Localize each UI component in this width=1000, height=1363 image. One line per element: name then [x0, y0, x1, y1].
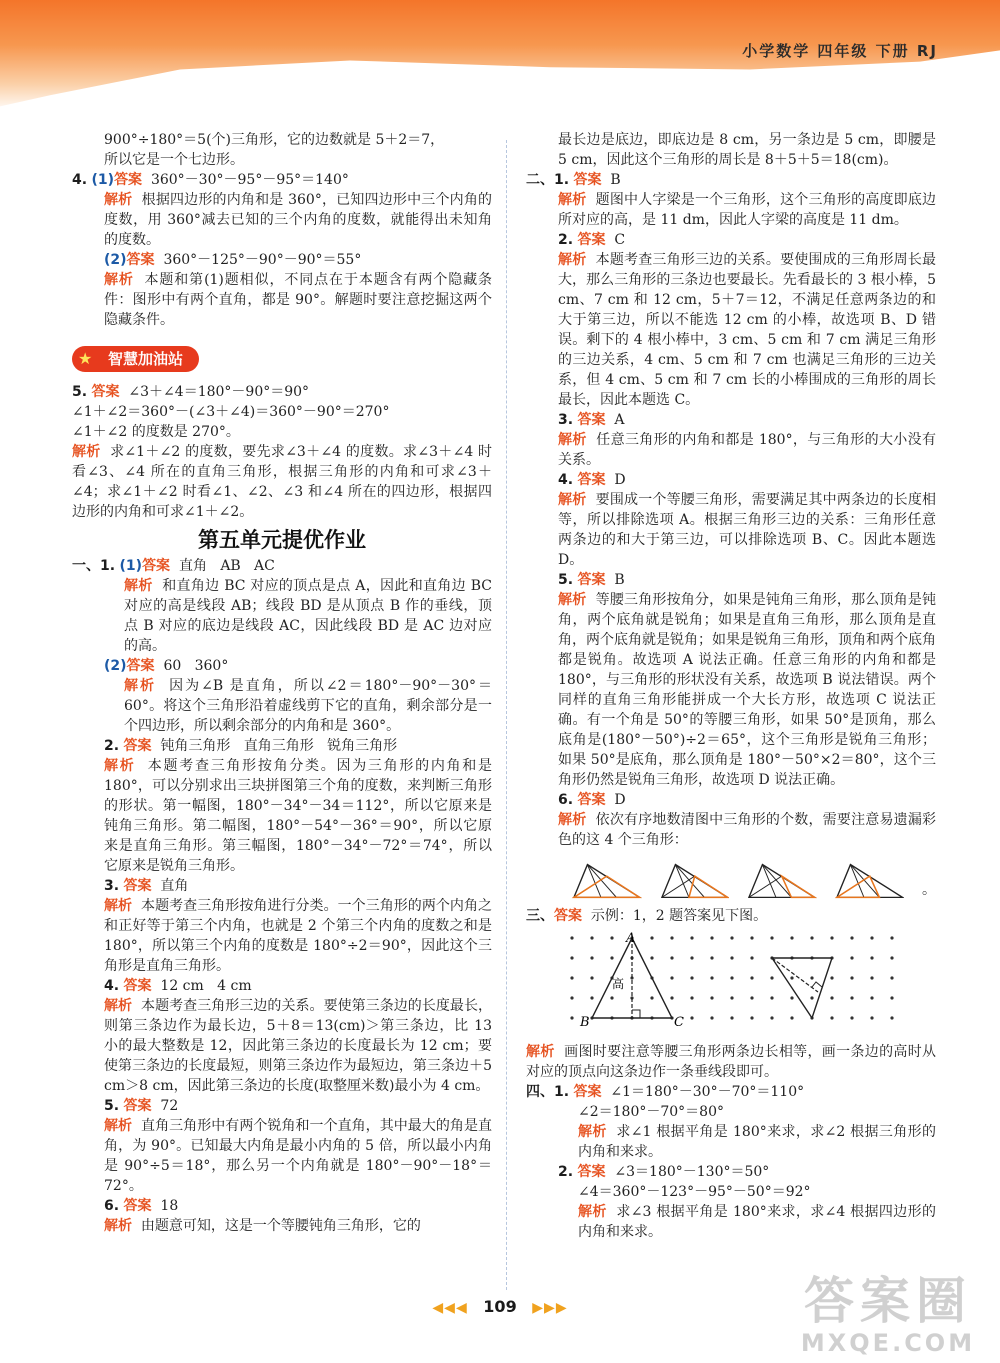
s6-analysis — [72, 1216, 492, 1236]
analysis-label: 解析 — [104, 758, 136, 774]
s2-answer — [72, 736, 492, 756]
analysis-label: 解析 — [578, 1124, 607, 1140]
answer-label: 答案 — [573, 1084, 602, 1100]
analysis-text: 因为∠B 是直角，所以∠2＝180°－90°－30°＝60°。将这个三角形沿着虚线剪下它的直角，剩余部分是一个四边形，所以剩余部分的内角和是 360°。 — [124, 678, 493, 734]
question-number: 4. — [558, 472, 574, 488]
e2-answer — [526, 230, 936, 250]
answer-label: 答案 — [577, 572, 606, 588]
answer-text: D — [605, 472, 626, 488]
question-number: 2. — [104, 738, 120, 754]
answer-text: A — [605, 412, 625, 428]
triangle-figure-1 — [572, 860, 642, 900]
q4-1-analysis — [72, 190, 492, 250]
analysis-label: 解析 — [558, 192, 587, 208]
e4-answer — [526, 470, 936, 490]
question-number: 二、1. — [526, 172, 570, 188]
s1-2-answer — [72, 656, 492, 676]
answer-text: ∠3＋∠4＝180°－90°＝90° — [119, 384, 310, 400]
answer-text: 360°－125°－90°－90°＝55° — [154, 252, 362, 268]
e3-analysis — [526, 430, 936, 470]
e5-analysis — [526, 590, 941, 790]
analysis-text: 本题和第(1)题相似，不同点在于本题含有两个隐藏条件：图形中有两个直角，都是 90°。解题时要注意挖掘这两个隐藏条件。 — [104, 272, 493, 328]
text-line: 最长边是底边，即底边是 8 cm，另一条边是 5 cm，即腰是 5 cm，因此这个三角形的周长是 8＋5＋5＝18(cm)。 — [558, 132, 941, 168]
page-number: 109 — [483, 1297, 517, 1316]
dot-grid-figure — [566, 932, 936, 1038]
analysis-label: 解析 — [558, 592, 587, 608]
analysis-text: 本题考查三角形三边的关系。要使围成的三角形周长最大，那么三角形的三条边也要最长。先看最长的 3 根小棒，5 cm、7 cm 和 12 cm，5＋7＝12，不满足任意两条边的和大于第三边，所以不能选 12 cm 的小棒，故选项 B、D 错误。剩下的 4 根小棒中，3 cm、5 cm 和 7 cm 满足三角形的三边关系，4 cm、5 cm 和 7 cm 也满足三角形的三边关系，但 4 cm、5 cm 和 7 cm 长的小棒围成的三角形的周长最长，因此本题选 C。 — [558, 252, 941, 408]
s4r1-analysis — [526, 1122, 936, 1162]
s5-analysis — [72, 1116, 492, 1196]
q5-analysis — [72, 442, 492, 522]
answer-text: C — [605, 232, 626, 248]
q4-1-answer — [72, 170, 492, 190]
e3-answer — [526, 410, 936, 430]
s4r1-answer — [526, 1082, 936, 1102]
question-number: 一、1. — [72, 558, 116, 574]
answer-label: 答案 — [577, 232, 606, 248]
unit-title: 第五单元提优作业 — [198, 528, 366, 552]
analysis-label: 解析 — [558, 432, 587, 448]
analysis-label: 解析 — [104, 272, 134, 288]
tips-badge — [72, 346, 199, 372]
label-b: B — [580, 1015, 590, 1030]
s3-answer — [72, 876, 492, 896]
s4-analysis — [72, 996, 497, 1096]
analysis-text: 求∠1＋∠2 的度数，要先求∠3＋∠4 的度数。求∠3＋∠4 时看∠3、∠4 所在的直角三角形，根据三角形的内角和可求∠3＋∠4；求∠1＋∠2 时看∠1、∠2、∠3 和∠4 所在的四边形，根据四边形的内角和可求∠1＋∠2。 — [72, 444, 492, 520]
sub-tag: (2) — [104, 252, 127, 268]
answer-text: ∠3＝180°－130°＝50° — [605, 1164, 770, 1180]
e1-answer — [526, 170, 936, 190]
analysis-label: 解析 — [558, 252, 587, 268]
figure-end-mark: 。 — [922, 882, 936, 898]
s4-answer — [72, 976, 492, 996]
question-number: 4. — [104, 978, 120, 994]
e6-analysis — [526, 810, 936, 850]
answer-text: 12 cm 4 cm — [151, 978, 252, 994]
dot-grid-svg — [566, 932, 896, 1032]
answer-text: B — [605, 572, 625, 588]
e6-answer — [526, 790, 936, 810]
triangle-figures — [572, 856, 936, 900]
analysis-label: 解析 — [104, 998, 133, 1014]
analysis-text: 任意三角形的内角和都是 180°，与三角形的大小没有关系。 — [558, 432, 936, 468]
tips-badge-label: 智慧加油站 — [108, 350, 184, 368]
answer-label: 答案 — [123, 978, 152, 994]
answer-label: 答案 — [114, 172, 143, 188]
sub-tag: (2) — [104, 658, 127, 674]
answer-text: 示例：1，2 题答案见下图。 — [582, 908, 768, 924]
question-number: 3. — [104, 878, 120, 894]
question-number: 5. — [72, 384, 88, 400]
analysis-label: 解析 — [578, 1204, 607, 1220]
answer-label: 答案 — [554, 908, 582, 924]
analysis-text: 根据四边形的内角和是 360°，已知四边形中三个内角的度数，用 360°减去已知的三个内角的度数，就能得出未知角的度数。 — [104, 192, 493, 248]
e4-analysis — [526, 490, 941, 570]
analysis-text: 题图中人字梁是一个三角形，这个三角形的高度即底边所对应的高，是 11 dm，因此人字梁的高度是 11 dm。 — [558, 192, 937, 228]
answer-text: 18 — [151, 1198, 179, 1214]
e5-answer — [526, 570, 936, 590]
answer-label: 答案 — [123, 1198, 152, 1214]
analysis-text: 本题考查三角形按角分类。因为三角形的内角和是 180°，可以分别求出三块拼图第三个角的度数，来判断三角形的形状。第一幅图，180°－34°－34＝112°，所以它原来是钝角三角形。第二幅图，180°－54°－36°＝90°，所以它原来是直角三角形。第三幅图，180°－34°－72°＝74°，所以它原来是锐角三角形。 — [104, 758, 497, 874]
answer-label: 答案 — [577, 412, 606, 428]
analysis-label: 解析 — [526, 1044, 555, 1060]
analysis-text: 等腰三角形按角分，如果是钝角三角形，那么顶角是钝角，两个底角就是锐角；如果是直角三角形，那么顶角是直角，两个底角就是锐角；如果是锐角三角形，顶角和两个底角都是锐角。故选项 A 说法正确。任意三角形的内角和都是 180°，与三角形的形状没有关系，故选项 B 说法错误。两个同样的直角三角形能拼成一个大长方形，故选项 C 说法正确。有一个角是 50°的等腰三角形，如果 50°是顶角，那么底角是(180°－50°)÷2＝65°，这个三角形是锐角三角形；如果 50°是底角，那么顶角是 180°－50°×2＝80°，这个三角形仍然是锐角三角形，故选项 D 说法正确。 — [558, 592, 941, 788]
right-column — [526, 130, 941, 1242]
height-drawing-answer — [772, 958, 832, 1018]
analysis-text: 由题意可知，这是一个等腰钝角三角形，它的 — [132, 1218, 421, 1234]
s6-answer — [72, 1196, 492, 1216]
answer-label: 答案 — [577, 792, 606, 808]
e2-analysis — [526, 250, 941, 410]
question-number: 4. — [72, 172, 88, 188]
question-number: 2. — [558, 232, 574, 248]
question-number: 2. — [558, 1164, 574, 1180]
answer-text: 72 — [151, 1098, 179, 1114]
triangle-figure-2 — [660, 860, 730, 900]
question-number: 5. — [104, 1098, 120, 1114]
q5-answer-line: ∠1＋∠2＝360°－(∠3＋∠4)＝360°－90°＝270° — [72, 404, 390, 420]
answer-label: 答案 — [126, 252, 155, 268]
question-number: 6. — [104, 1198, 120, 1214]
answer-text: 360°－30°－95°－95°＝140° — [142, 172, 349, 188]
text-line: 所以它是一个七边形。 — [104, 152, 244, 168]
answer-label: 答案 — [126, 658, 155, 674]
s1-1-answer — [72, 556, 492, 576]
prev-arrows-icon: ◀◀◀ — [432, 1300, 468, 1316]
analysis-text: 依次有序地数清图中三角形的个数，需要注意易遗漏彩色的这 4 个三角形： — [558, 812, 937, 848]
triangle-figure-3 — [747, 860, 817, 900]
next-arrows-icon: ▶▶▶ — [532, 1300, 568, 1316]
analysis-text: 要围成一个等腰三角形，需要满足其中两条边的长度相等，所以排除选项 A。根据三角形三边的关系：三角形任意两条边的和大于第三边，可以排除选项 B、C。因此本题选 D。 — [558, 492, 941, 568]
answer-label: 答案 — [577, 1164, 606, 1180]
answer-text: 直角 AB AC — [170, 558, 275, 574]
analysis-label: 解析 — [104, 192, 133, 208]
analysis-text: 画图时要注意等腰三角形两条边长相等，画一条边的高时从对应的顶点向这条边作一条垂线段即可。 — [526, 1044, 937, 1080]
analysis-text: 求∠1 根据平角是 180°来求，求∠2 根据三角形的内角和来求。 — [578, 1124, 937, 1160]
question-number: 5. — [558, 572, 574, 588]
answer-label: 答案 — [91, 384, 120, 400]
analysis-text: 本题考查三角形按角进行分类。一个三角形的两个内角之和正好等于第三个内角，也就是 2 个第三个内角的度数之和是 180°，所以第三个内角的度数是 180°÷2＝90°，因此这个三角形是直角三角形。 — [104, 898, 497, 974]
analysis-label: 解析 — [104, 1118, 133, 1134]
text-line: 900°÷180°＝5(个)三角形，它的边数就是 5＋2＝7， — [104, 132, 445, 148]
answer-text: D — [605, 792, 626, 808]
answer-label: 答案 — [573, 172, 602, 188]
column-divider — [506, 140, 507, 1290]
s3r-analysis — [526, 1042, 936, 1082]
sub-tag: (1) — [91, 172, 115, 188]
s4r1-answer-line: ∠2＝180°－70°＝80° — [578, 1104, 724, 1120]
analysis-label: 解析 — [124, 578, 153, 594]
analysis-label: 解析 — [72, 444, 101, 460]
s5-answer — [72, 1096, 492, 1116]
answer-text: 直角 — [151, 878, 189, 894]
question-number: 三、 — [526, 908, 554, 924]
q5-answer-line: ∠1＋∠2 的度数是 270°。 — [72, 424, 240, 440]
answer-label: 答案 — [123, 1098, 152, 1114]
analysis-label: 解析 — [558, 812, 587, 828]
s1-1-analysis — [72, 576, 497, 656]
answer-text: B — [601, 172, 621, 188]
q4-2-analysis — [72, 270, 492, 330]
analysis-label: 解析 — [124, 678, 157, 694]
analysis-text: 求∠3 根据平角是 180°来求，求∠4 根据四边形的内角和来求。 — [578, 1204, 937, 1240]
e1-analysis — [526, 190, 936, 230]
label-a: A — [626, 932, 636, 946]
answer-text: 60 360° — [154, 658, 229, 674]
s4r2-answer — [526, 1162, 936, 1182]
q5-answer — [72, 382, 492, 402]
tips-section-header — [72, 346, 492, 372]
s3-analysis — [72, 896, 497, 976]
analysis-label: 解析 — [104, 1218, 132, 1234]
question-number: 6. — [558, 792, 574, 808]
question-number: 四、1. — [526, 1084, 570, 1100]
s4r2-analysis — [526, 1202, 936, 1242]
watermark-url: MXQE.COM — [800, 1329, 976, 1357]
answer-text: ∠1＝180°－30°－70°＝110° — [601, 1084, 805, 1100]
analysis-text: 本题考查三角形三边的关系。要使第三条边的长度最长，则第三条边作为最长边，5＋8＝13(cm)＞第三条边，比 13 小的最大整数是 12，因此第三条边的长度最长为 12 cm；要使第三条边的长度最短，则第三条边作为最短边，第三条边＋5 cm＞8 cm，因此第三条边的长度(取整厘米数)最小为 4 cm。 — [104, 998, 497, 1094]
star-icon: ★ — [78, 349, 93, 368]
label-c: C — [674, 1015, 684, 1030]
question-number: 3. — [558, 412, 574, 428]
isosceles-triangle-answer — [579, 932, 684, 1030]
watermark-logo — [788, 1273, 988, 1357]
analysis-label: 解析 — [558, 492, 587, 508]
sub-tag: (1) — [119, 558, 143, 574]
s4r2-answer-line: ∠4＝360°－123°－95°－50°＝92° — [578, 1184, 811, 1200]
analysis-text: 和直角边 BC 对应的顶点是点 A，因此和直角边 BC 对应的高是线段 AB；线段 BD 是从顶点 B 作的垂线，顶点 B 对应的底边是线段 AC，因此线段 BD 是 AC 边对应的高。 — [124, 578, 497, 654]
q4-2-answer — [72, 250, 492, 270]
s2-analysis — [72, 756, 497, 876]
header-title: 小学数学 四年级 下册 RJ — [742, 42, 938, 60]
answer-label: 答案 — [123, 738, 152, 754]
answer-label: 答案 — [577, 472, 606, 488]
answer-label: 答案 — [123, 878, 152, 894]
s3r-answer — [526, 906, 936, 926]
analysis-text: 直角三角形中有两个锐角和一个直角，其中最大的角是直角，为 90°。已知最大内角是最小内角的 5 倍，所以最小内角是 90°÷5＝18°，那么另一个内角就是 180°－90°－18°＝72°。 — [104, 1118, 492, 1194]
watermark-text: 答案圈 — [804, 1272, 972, 1330]
triangle-figure-4 — [835, 860, 905, 900]
s1-2-analysis — [72, 676, 492, 736]
left-column — [72, 130, 497, 1236]
height-label: 高 — [612, 977, 625, 991]
answer-label: 答案 — [142, 558, 171, 574]
analysis-label: 解析 — [104, 898, 133, 914]
answer-text: 钝角三角形 直角三角形 锐角三角形 — [151, 738, 398, 754]
